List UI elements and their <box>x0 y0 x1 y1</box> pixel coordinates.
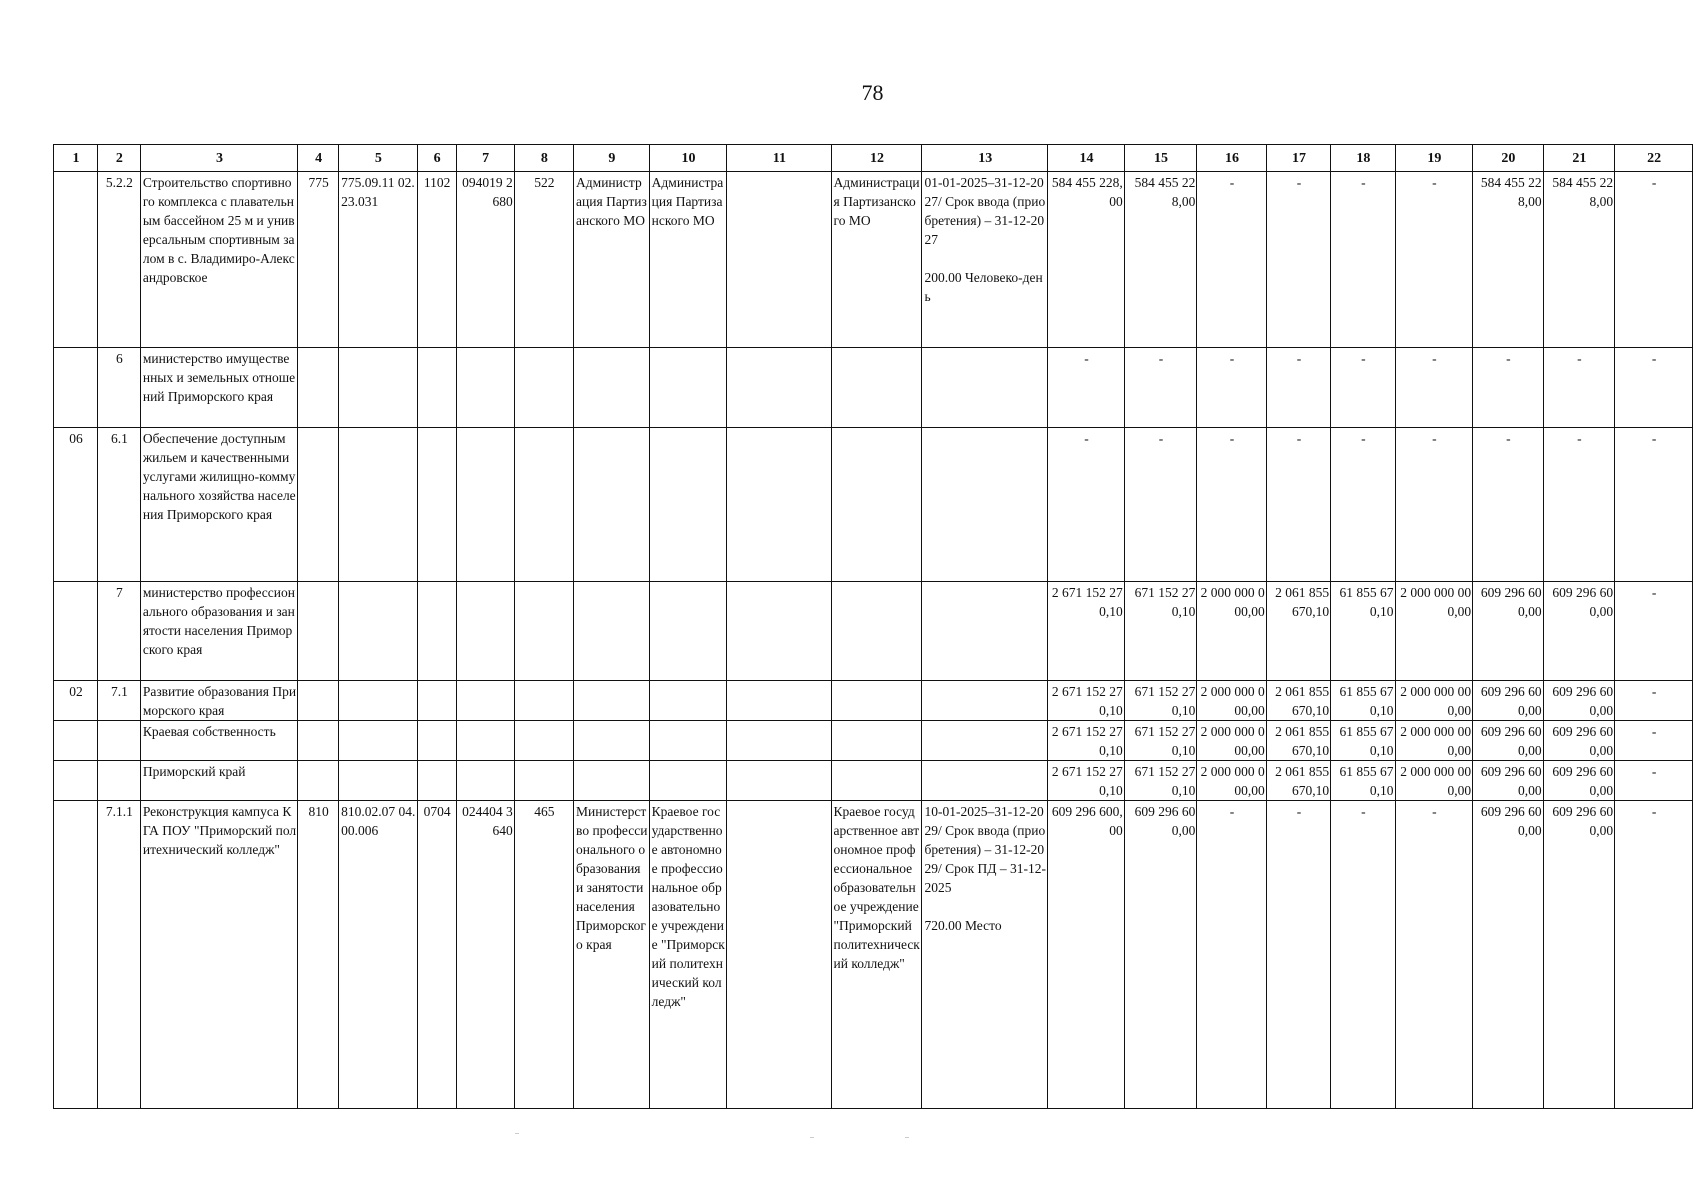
cell-col-3: министерство имущественных и земельных отношений Приморского края <box>140 348 297 428</box>
cell-col-19: - <box>1395 428 1473 582</box>
cell-col-3: Развитие образования Приморского края <box>140 681 297 721</box>
cell-col-19: - <box>1395 172 1473 348</box>
cell-col-22: - <box>1615 348 1693 428</box>
column-header-7: 7 <box>456 145 514 172</box>
column-header-5: 5 <box>339 145 418 172</box>
cell-col-11 <box>727 761 831 801</box>
cell-col-22: - <box>1615 582 1693 681</box>
table-row <box>54 428 1693 582</box>
cell-col-7 <box>456 348 514 428</box>
cell-col-14: 609 296 600,00 <box>1048 801 1125 1109</box>
cell-col-16: 2 000 000 000,00 <box>1197 582 1266 681</box>
column-header-12: 12 <box>831 145 922 172</box>
cell-col-2: 6 <box>97 348 140 428</box>
cell-col-13 <box>922 681 1048 721</box>
cell-col-18: - <box>1331 428 1395 582</box>
cell-col-7: 024404 3640 <box>456 801 514 1109</box>
cell-col-14: 2 671 152 270,10 <box>1048 721 1125 761</box>
cell-col-13 <box>922 348 1048 428</box>
cell-col-10 <box>649 761 727 801</box>
cell-col-8 <box>514 761 573 801</box>
cell-col-20: 609 296 600,00 <box>1473 801 1544 1109</box>
cell-col-6 <box>417 428 456 582</box>
header-row <box>54 145 1693 172</box>
column-header-11: 11 <box>727 145 831 172</box>
cell-col-13 <box>922 721 1048 761</box>
cell-col-6: 1102 <box>417 172 456 348</box>
cell-col-14: - <box>1048 348 1125 428</box>
column-header-2: 2 <box>97 145 140 172</box>
cell-col-16: 2 000 000 000,00 <box>1197 761 1266 801</box>
cell-col-19: 2 000 000 000,00 <box>1395 721 1473 761</box>
cell-col-15: 609 296 600,00 <box>1124 801 1197 1109</box>
investment-table <box>53 144 1693 1109</box>
cell-col-6: 0704 <box>417 801 456 1109</box>
cell-col-15: 671 152 270,10 <box>1124 761 1197 801</box>
column-header-22: 22 <box>1615 145 1693 172</box>
cell-col-15: 671 152 270,10 <box>1124 721 1197 761</box>
cell-col-7 <box>456 681 514 721</box>
cell-col-8: 465 <box>514 801 573 1109</box>
cell-col-17: - <box>1266 348 1330 428</box>
cell-col-2: 7.1.1 <box>97 801 140 1109</box>
cell-col-1: 02 <box>54 681 98 721</box>
cell-col-2: 6.1 <box>97 428 140 582</box>
cell-col-17: - <box>1266 801 1330 1109</box>
cell-col-18: 61 855 670,10 <box>1331 681 1395 721</box>
cell-col-3: Реконструкция кампуса КГА ПОУ "Приморский политехнический колледж" <box>140 801 297 1109</box>
cell-col-1: 06 <box>54 428 98 582</box>
cell-col-9 <box>574 761 650 801</box>
cell-col-20: - <box>1473 348 1544 428</box>
cell-col-20: 609 296 600,00 <box>1473 582 1544 681</box>
cell-col-4 <box>298 721 339 761</box>
cell-col-20: 609 296 600,00 <box>1473 761 1544 801</box>
cell-col-9 <box>574 681 650 721</box>
cell-col-22: - <box>1615 428 1693 582</box>
cell-col-14: 2 671 152 270,10 <box>1048 681 1125 721</box>
cell-col-8: 522 <box>514 172 573 348</box>
cell-col-19: - <box>1395 348 1473 428</box>
cell-col-9 <box>574 582 650 681</box>
cell-col-3: Строительство спортивного комплекса с плавательным бассейном 25 м и универсальным спортивным залом в с. Владимиро-Александровское <box>140 172 297 348</box>
cell-col-16: - <box>1197 801 1266 1109</box>
cell-col-12 <box>831 721 922 761</box>
cell-col-11 <box>727 681 831 721</box>
cell-col-21: 609 296 600,00 <box>1543 761 1615 801</box>
cell-col-2: 7 <box>97 582 140 681</box>
cell-col-20: 609 296 600,00 <box>1473 721 1544 761</box>
table-row <box>54 172 1693 348</box>
cell-col-12 <box>831 761 922 801</box>
cell-col-5 <box>339 721 418 761</box>
cell-col-17: 2 061 855 670,10 <box>1266 721 1330 761</box>
cell-col-8 <box>514 428 573 582</box>
cell-col-21: - <box>1543 348 1615 428</box>
cell-col-11 <box>727 801 831 1109</box>
cell-col-15: - <box>1124 348 1197 428</box>
table-row <box>54 761 1693 801</box>
cell-col-8 <box>514 681 573 721</box>
cell-col-16: 2 000 000 000,00 <box>1197 721 1266 761</box>
column-header-20: 20 <box>1473 145 1544 172</box>
column-header-21: 21 <box>1543 145 1615 172</box>
cell-col-8 <box>514 721 573 761</box>
cell-col-3: Краевая собственность <box>140 721 297 761</box>
cell-col-5 <box>339 681 418 721</box>
cell-col-12 <box>831 348 922 428</box>
cell-col-21: 584 455 228,00 <box>1543 172 1615 348</box>
cell-col-6 <box>417 582 456 681</box>
cell-col-5: 810.02.07 04.00.006 <box>339 801 418 1109</box>
cell-col-13 <box>922 582 1048 681</box>
cell-col-5 <box>339 428 418 582</box>
column-header-17: 17 <box>1266 145 1330 172</box>
cell-col-5: 775.09.11 02.23.031 <box>339 172 418 348</box>
cell-col-12 <box>831 428 922 582</box>
cell-col-4 <box>298 428 339 582</box>
cell-col-9: Администрация Партизанского МО <box>574 172 650 348</box>
cell-col-11 <box>727 348 831 428</box>
cell-col-17: - <box>1266 428 1330 582</box>
cell-col-10 <box>649 348 727 428</box>
cell-col-6 <box>417 721 456 761</box>
table-row <box>54 801 1693 1109</box>
cell-col-21: 609 296 600,00 <box>1543 801 1615 1109</box>
cell-col-3: Приморский край <box>140 761 297 801</box>
column-header-6: 6 <box>417 145 456 172</box>
cell-col-16: - <box>1197 348 1266 428</box>
cell-col-11 <box>727 721 831 761</box>
cell-col-10 <box>649 681 727 721</box>
cell-col-13 <box>922 761 1048 801</box>
cell-col-12 <box>831 582 922 681</box>
cell-col-2: 5.2.2 <box>97 172 140 348</box>
column-header-19: 19 <box>1395 145 1473 172</box>
cell-col-12: Краевое государственное автономное профессиональное образовательное учреждение "Приморский политехнический колледж" <box>831 801 922 1109</box>
cell-col-21: 609 296 600,00 <box>1543 681 1615 721</box>
cell-col-18: - <box>1331 801 1395 1109</box>
cell-col-10 <box>649 721 727 761</box>
cell-col-1 <box>54 721 98 761</box>
cell-col-22: - <box>1615 801 1693 1109</box>
cell-col-4: 810 <box>298 801 339 1109</box>
cell-col-13: 01-01-2025–31-12-2027/ Срок ввода (приобретения) – 31-12-2027 200.00 Человеко-день <box>922 172 1048 348</box>
cell-col-15: - <box>1124 428 1197 582</box>
cell-col-18: 61 855 670,10 <box>1331 582 1395 681</box>
cell-col-1 <box>54 348 98 428</box>
cell-col-7 <box>456 582 514 681</box>
column-header-4: 4 <box>298 145 339 172</box>
cell-col-14: 2 671 152 270,10 <box>1048 582 1125 681</box>
cell-col-18: 61 855 670,10 <box>1331 721 1395 761</box>
cell-col-21: 609 296 600,00 <box>1543 721 1615 761</box>
column-header-15: 15 <box>1124 145 1197 172</box>
cell-col-15: 671 152 270,10 <box>1124 582 1197 681</box>
cell-col-7: 094019 2680 <box>456 172 514 348</box>
cell-col-1 <box>54 172 98 348</box>
cell-col-17: 2 061 855 670,10 <box>1266 582 1330 681</box>
cell-col-16: 2 000 000 000,00 <box>1197 681 1266 721</box>
cell-col-10 <box>649 582 727 681</box>
cell-col-3: министерство профессионального образования и занятости населения Приморского края <box>140 582 297 681</box>
cell-col-12 <box>831 681 922 721</box>
table-row <box>54 582 1693 681</box>
cell-col-4 <box>298 681 339 721</box>
cell-col-10 <box>649 428 727 582</box>
table-body <box>54 172 1693 1109</box>
cell-col-9: Министерство профессионального образования и занятости населения Приморского края <box>574 801 650 1109</box>
cell-col-20: 609 296 600,00 <box>1473 681 1544 721</box>
cell-col-14: 2 671 152 270,10 <box>1048 761 1125 801</box>
cell-col-11 <box>727 172 831 348</box>
column-header-16: 16 <box>1197 145 1266 172</box>
cell-col-5 <box>339 582 418 681</box>
cell-col-22: - <box>1615 721 1693 761</box>
cell-col-4 <box>298 582 339 681</box>
cell-col-13: 10-01-2025–31-12-2029/ Срок ввода (приобретения) – 31-12-2029/ Срок ПД – 31-12-2025 720.00 Место <box>922 801 1048 1109</box>
cell-col-13 <box>922 428 1048 582</box>
column-header-10: 10 <box>649 145 727 172</box>
cell-col-17: - <box>1266 172 1330 348</box>
cell-col-18: - <box>1331 172 1395 348</box>
cell-col-2 <box>97 721 140 761</box>
cell-col-15: 584 455 228,00 <box>1124 172 1197 348</box>
cell-col-19: - <box>1395 801 1473 1109</box>
cell-col-6 <box>417 761 456 801</box>
column-header-18: 18 <box>1331 145 1395 172</box>
column-header-3: 3 <box>140 145 297 172</box>
cell-col-14: - <box>1048 428 1125 582</box>
table-row <box>54 681 1693 721</box>
cell-col-9 <box>574 721 650 761</box>
cell-col-15: 671 152 270,10 <box>1124 681 1197 721</box>
cell-col-12: Администрация Партизанского МО <box>831 172 922 348</box>
cell-col-16: - <box>1197 428 1266 582</box>
column-header-1: 1 <box>54 145 98 172</box>
table-row <box>54 721 1693 761</box>
cell-col-7 <box>456 761 514 801</box>
cell-col-1 <box>54 801 98 1109</box>
cell-col-17: 2 061 855 670,10 <box>1266 761 1330 801</box>
table-row <box>54 348 1693 428</box>
cell-col-22: - <box>1615 761 1693 801</box>
cell-col-21: 609 296 600,00 <box>1543 582 1615 681</box>
cell-col-7 <box>456 721 514 761</box>
column-header-9: 9 <box>574 145 650 172</box>
cell-col-21: - <box>1543 428 1615 582</box>
cell-col-22: - <box>1615 172 1693 348</box>
cell-col-5 <box>339 761 418 801</box>
cell-col-22: - <box>1615 681 1693 721</box>
cell-col-20: - <box>1473 428 1544 582</box>
cell-col-4: 775 <box>298 172 339 348</box>
cell-col-2: 7.1 <box>97 681 140 721</box>
cell-col-9 <box>574 348 650 428</box>
cell-col-6 <box>417 348 456 428</box>
cell-col-8 <box>514 348 573 428</box>
cell-col-4 <box>298 348 339 428</box>
cell-col-16: - <box>1197 172 1266 348</box>
cell-col-19: 2 000 000 000,00 <box>1395 681 1473 721</box>
cell-col-6 <box>417 681 456 721</box>
cell-col-2 <box>97 761 140 801</box>
cell-col-10: Администрация Партизанского МО <box>649 172 727 348</box>
column-header-8: 8 <box>514 145 573 172</box>
page-number: 78 <box>861 80 884 105</box>
cell-col-1 <box>54 761 98 801</box>
cell-col-9 <box>574 428 650 582</box>
cell-col-20: 584 455 228,00 <box>1473 172 1544 348</box>
cell-col-11 <box>727 428 831 582</box>
cell-col-11 <box>727 582 831 681</box>
cell-col-5 <box>339 348 418 428</box>
cell-col-1 <box>54 582 98 681</box>
column-header-14: 14 <box>1048 145 1125 172</box>
cell-col-19: 2 000 000 000,00 <box>1395 761 1473 801</box>
cell-col-17: 2 061 855 670,10 <box>1266 681 1330 721</box>
cell-col-7 <box>456 428 514 582</box>
cell-col-18: 61 855 670,10 <box>1331 761 1395 801</box>
cell-col-18: - <box>1331 348 1395 428</box>
cell-col-4 <box>298 761 339 801</box>
cell-col-10: Краевое государственное автономное профессиональное образовательное учреждение "Приморский политехнический колледж" <box>649 801 727 1109</box>
column-header-13: 13 <box>922 145 1048 172</box>
cell-col-14: 584 455 228,00 <box>1048 172 1125 348</box>
cell-col-19: 2 000 000 000,00 <box>1395 582 1473 681</box>
cell-col-8 <box>514 582 573 681</box>
cell-col-3: Обеспечение доступным жильем и качественными услугами жилищно-коммунального хозяйства населения Приморского края <box>140 428 297 582</box>
